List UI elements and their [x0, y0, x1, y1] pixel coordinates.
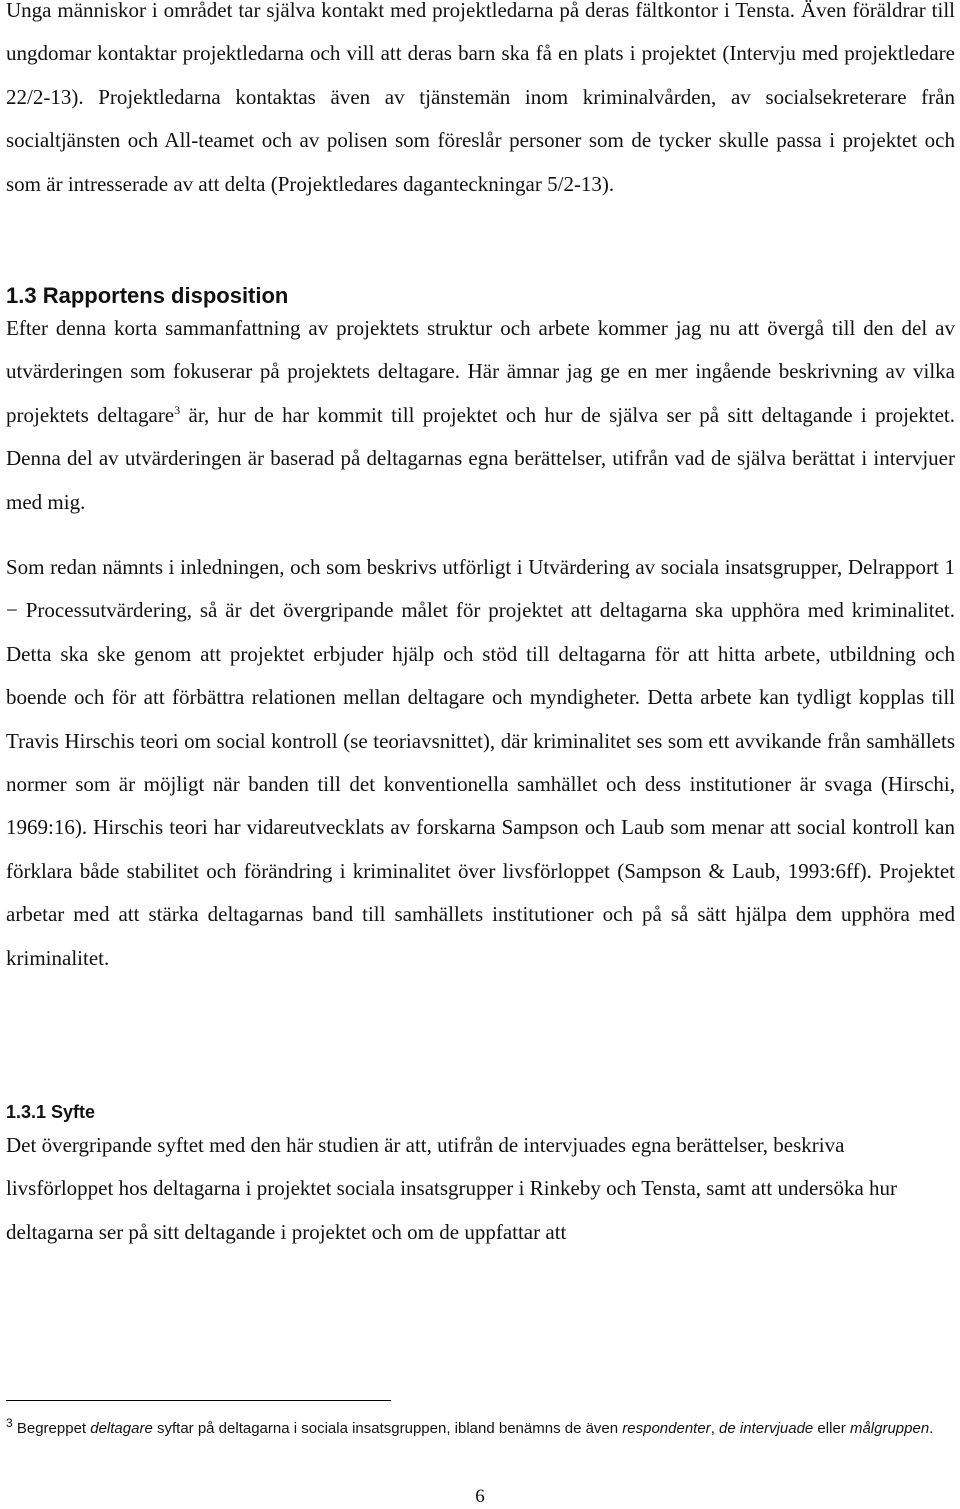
- footnote-term-de-intervjuade: de intervjuade: [719, 1420, 814, 1437]
- footnote-term-deltagare: deltagare: [90, 1420, 153, 1437]
- footnote: [6, 1415, 946, 1443]
- disposition-text-before-note: Efter denna korta sammanfattning av projektets struktur och arbete kommer jag nu att övergå till den del av utvärderingen som fokuserar på projektets deltagare. Här ämnar jag ge en mer ingående beskrivning av vilka projektets deltagare: [6, 316, 955, 427]
- footnote-text: Begreppet: [12, 1420, 91, 1437]
- disposition-text-after-note: är, hur de har kommit till projektet och hur de själva ser på sitt deltagande i projektet. Denna del av utvärderingen är baserad på deltagarnas egna berättelser, utifrån vad de själva berättat i intervjuer med mig.: [6, 402, 955, 514]
- footnote-number: 3: [6, 1416, 13, 1430]
- disposition-paragraph-1: [6, 307, 955, 524]
- footnote-reference: 3: [174, 402, 181, 417]
- footnote-term-respondenter: respondenter: [622, 1420, 711, 1437]
- footnote-text: eller: [813, 1420, 850, 1437]
- footnote-term-malgruppen: målgruppen: [849, 1420, 930, 1437]
- section-heading-syfte: 1.3.1 Syfte: [6, 1102, 96, 1122]
- footnote-separator: [6, 1400, 391, 1401]
- footnote-text: ,: [710, 1420, 720, 1437]
- section-heading-rapportens-disposition: 1.3 Rapportens disposition: [6, 283, 289, 308]
- page-number: 6: [475, 1486, 485, 1507]
- intro-paragraph: Unga människor i området tar själva kontakt med projektledarna på deras fältkontor i Tensta. Även föräldrar till ungdomar kontaktar projektledarna och vill att deras barn ska få en plats i projektet (Intervju med projektledare 22/2-13). Projektledarna kontaktas även av tjänstemän inom kriminalvården, av socialsekreterare från socialtjänsten och All-teamet och av polisen som föreslår personer som de tycker skulle passa i projektet och som är intresserade av att delta (Projektledares daganteckningar 5/2-13).: [6, 0, 955, 196]
- syfte-paragraph: Det övergripande syftet med den här studien är att, utifrån de intervjuades egna berättelser, beskriva livsförloppet hos deltagarna i projektet sociala insatsgrupper i Rinkeby och Tensta, samt att undersöka hur deltagarna ser på sitt deltagande i projektet och om de uppfattar att: [6, 1133, 898, 1244]
- disposition-paragraph-2: Som redan nämnts i inledningen, och som beskrivs utförligt i Utvärdering av sociala insatsgrupper, Delrapport 1 − Processutvärdering, så är det övergripande målet för projektet att deltagarna ska upphöra med kriminalitet. Detta ska ske genom att projektet erbjuder hjälp och stöd till deltagarna för att hitta arbete, utbildning och boende och för att förbättra relationen mellan deltagare och myndigheter. Detta arbete kan tydligt kopplas till Travis Hirschis teori om social kontroll (se teoriavsnittet), där kriminalitet ses som ett avvikande från samhällets normer som är möjligt när banden till det konventionella samhället och dess institutioner är svaga (Hirschi, 1969:16). Hirschis teori har vidareutvecklats av forskarna Sampson och Laub som menar att social kontroll kan förklara både stabilitet och förändring i kriminalitet över livsförloppet (Sampson & Laub, 1993:6ff). Projektet arbetar med att stärka deltagarnas band till samhällets institutioner och på så sätt hjälpa dem upphöra med kriminalitet.: [6, 555, 955, 970]
- footnote-text: .: [929, 1420, 934, 1437]
- footnote-text: syftar på deltagarna i sociala insatsgruppen, ibland benämns de även: [152, 1420, 623, 1437]
